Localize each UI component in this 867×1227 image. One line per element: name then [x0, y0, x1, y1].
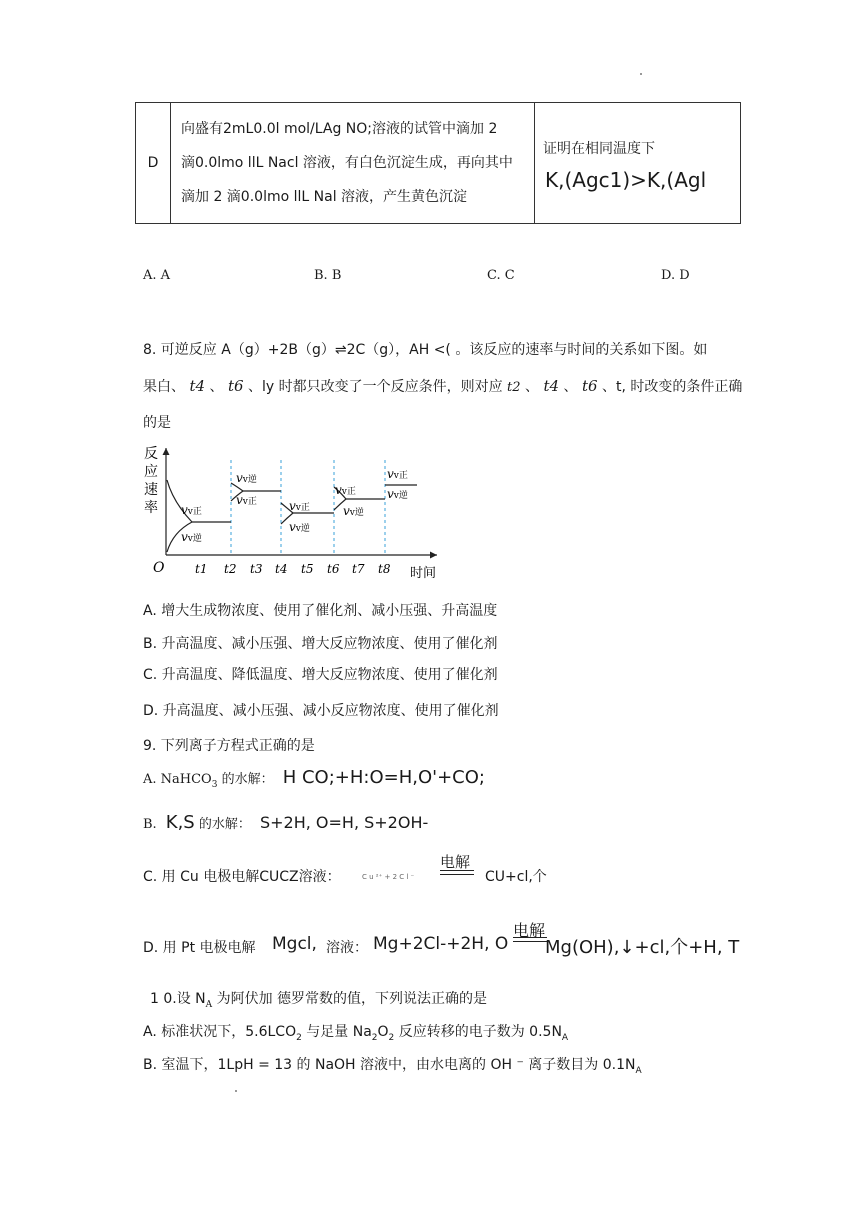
q8-sep2: 、	[525, 379, 539, 395]
q10-a-sub1: 2	[296, 1032, 302, 1043]
scan-dot-2	[235, 1090, 237, 1092]
tick-t6: t6	[327, 562, 340, 576]
q9-d-mid: 溶液：	[326, 940, 368, 956]
q9-d-equation: Mg+2Cl-+2H, O	[373, 934, 509, 954]
q9-c-equals	[440, 870, 474, 875]
q9-d-equals	[513, 937, 547, 942]
q9-a-label: A. NaHCO	[143, 772, 212, 787]
y-axis-label-3: 速	[144, 482, 158, 498]
q9-option-d-label[interactable]: D. 用 Pt 电极电解	[143, 940, 256, 956]
q9-a-equation: H CO;+H:O=H,O'+CO;	[282, 767, 485, 788]
q9-c-products: CU+cl,个	[485, 869, 547, 885]
q8-option-d[interactable]: D. 升高温度、减小压强、减小反应物浓度、使用了催化剂	[143, 703, 499, 719]
q10-b-sub: A	[635, 1065, 642, 1076]
label-v-reverse-4: vv逆	[289, 520, 310, 534]
y-axis-label-1: 反	[144, 446, 158, 462]
q9-b-label: B.	[143, 817, 157, 832]
q10-a-text: A. 标准状况下，5.6LCO	[143, 1024, 297, 1040]
q8-t2: t2	[507, 380, 521, 395]
q10-a-rest3: 反应转移的电子数为 0.5N	[394, 1024, 562, 1040]
label-v-forward-1: vv正	[181, 503, 202, 517]
q10-option-b[interactable]	[143, 1054, 642, 1076]
q8-t6b: t6	[581, 377, 598, 395]
answer-d[interactable]: D. D	[661, 268, 690, 283]
option-table	[135, 102, 741, 224]
q8-t4: t4	[189, 377, 206, 395]
q10-a-rest1: 与足量 Na	[301, 1024, 372, 1040]
q8-line-1: 8. 可逆反应 A（g）+2B（g）⇌2C（g），AH <( 。该反应的速率与时间的关系如下图。如	[143, 342, 708, 358]
option-letter-cell	[136, 103, 171, 224]
conclusion-line-1: 证明在相同温度下	[543, 141, 655, 157]
q9-b-mid: 的水解：	[194, 817, 251, 832]
scan-dot-1	[640, 73, 642, 75]
q10-title-rest: 为阿伏加 德罗常数的值，下列说法正确的是	[212, 991, 488, 1007]
rate-time-chart	[140, 440, 450, 585]
tick-t1: t1	[195, 562, 208, 576]
answer-b[interactable]: B. B	[314, 268, 342, 283]
answer-c[interactable]: C. C	[487, 268, 515, 283]
q8-sep1: 、	[209, 379, 224, 395]
q9-b-formula: K,S	[165, 812, 195, 833]
origin-label: O	[153, 560, 165, 576]
description-line-1: 向盛有2mL0.0l mol/LAg NO;溶液的试管中滴加 2	[181, 121, 498, 137]
q9-title: 9. 下列离子方程式正确的是	[143, 738, 315, 754]
label-v-forward-6: vv正	[335, 483, 356, 497]
q9-c-condition: 电解	[440, 853, 471, 871]
q8-sep3: 、	[563, 379, 578, 395]
q8-line2-a: 果白、	[143, 379, 185, 395]
q8-line-2	[143, 376, 742, 396]
q9-option-c-label[interactable]: C. 用 Cu 电极电解CUCZ溶液：	[143, 869, 341, 885]
q10-b-text: B. 室温下，1LpH = 13 的 NaOH 溶液中，由水电离的 OH ⁻ 离子数目为 0.1N	[143, 1057, 636, 1073]
conclusion-line-2: K,(Agc1)>K,(Agl	[545, 168, 707, 192]
q10-title	[150, 988, 487, 1010]
label-v-reverse-1: vv逆	[181, 530, 202, 544]
y-axis-label-4: 率	[144, 500, 158, 516]
tick-t3: t3	[250, 562, 263, 576]
description-cell	[171, 103, 535, 224]
q9-d-formula: Mgcl,	[272, 934, 317, 954]
q10-title-sub: A	[205, 999, 213, 1010]
answer-a[interactable]: A. A	[143, 268, 171, 283]
label-v-forward-8: vv正	[387, 467, 408, 481]
q8-t4b: t4	[543, 377, 560, 395]
tick-t5: t5	[301, 562, 314, 576]
description-line-2: 滴0.0lmo llL Nacl 溶液，有白色沉淀生成，再向其中	[181, 155, 513, 171]
q9-a-mid: 的水解：	[217, 772, 274, 787]
q10-title-a: 1 0.设 N	[150, 991, 206, 1007]
tick-t2: t2	[224, 562, 237, 576]
tick-t4: t4	[275, 562, 288, 576]
q8-line2-c: 、t, 时改变的条件正确	[601, 379, 743, 395]
q9-a-sub: 3	[211, 780, 218, 791]
y-axis-label-2: 应	[144, 464, 158, 480]
q8-line-3: 的是	[143, 415, 171, 431]
label-v-forward-4: vv正	[289, 499, 310, 513]
q10-a-rest2: O	[377, 1024, 389, 1040]
q8-option-a[interactable]: A. 增大生成物浓度、使用了催化剂、减小压强、升高温度	[143, 603, 498, 619]
q10-a-sub4: A	[561, 1032, 569, 1043]
q9-option-b[interactable]	[143, 812, 428, 833]
label-v-reverse-2: vv逆	[236, 471, 257, 485]
conclusion-cell	[535, 103, 741, 224]
label-v-reverse-8: vv逆	[387, 487, 408, 501]
tick-t7: t7	[352, 562, 365, 576]
q9-option-a[interactable]	[143, 767, 485, 790]
q8-t6: t6	[227, 377, 244, 395]
q8-option-c[interactable]: C. 升高温度、降低温度、增大反应物浓度、使用了催化剂	[143, 667, 498, 683]
tick-t8: t8	[378, 562, 391, 576]
q8-line2-b: 、ly 时都只改变了一个反应条件，则对应	[247, 379, 503, 395]
label-v-forward-2: vv正	[236, 493, 257, 507]
q10-a-sub2: 2	[371, 1032, 378, 1043]
q9-d-products: Mg(OH),↓+cl,个+H, T	[545, 937, 740, 958]
description-line-3: 滴加 2 滴0.0lmo llL Nal 溶液，产生黄色沉淀	[181, 189, 468, 205]
q8-option-b[interactable]: B. 升高温度、减小压强、增大反应物浓度、使用了催化剂	[143, 636, 498, 652]
label-v-reverse-6: vv逆	[343, 504, 364, 518]
q9-d-condition: 电解	[513, 921, 546, 940]
q9-c-small-reactants: C u ²⁺ + 2 C l ⁻	[362, 873, 415, 881]
q9-b-equation: S+2H, O=H, S+2OH-	[259, 813, 429, 832]
x-axis-label: 时间	[410, 566, 437, 581]
q10-option-a[interactable]	[143, 1021, 568, 1043]
q10-a-sub3: 2	[388, 1032, 395, 1043]
option-letter: D	[147, 155, 159, 171]
